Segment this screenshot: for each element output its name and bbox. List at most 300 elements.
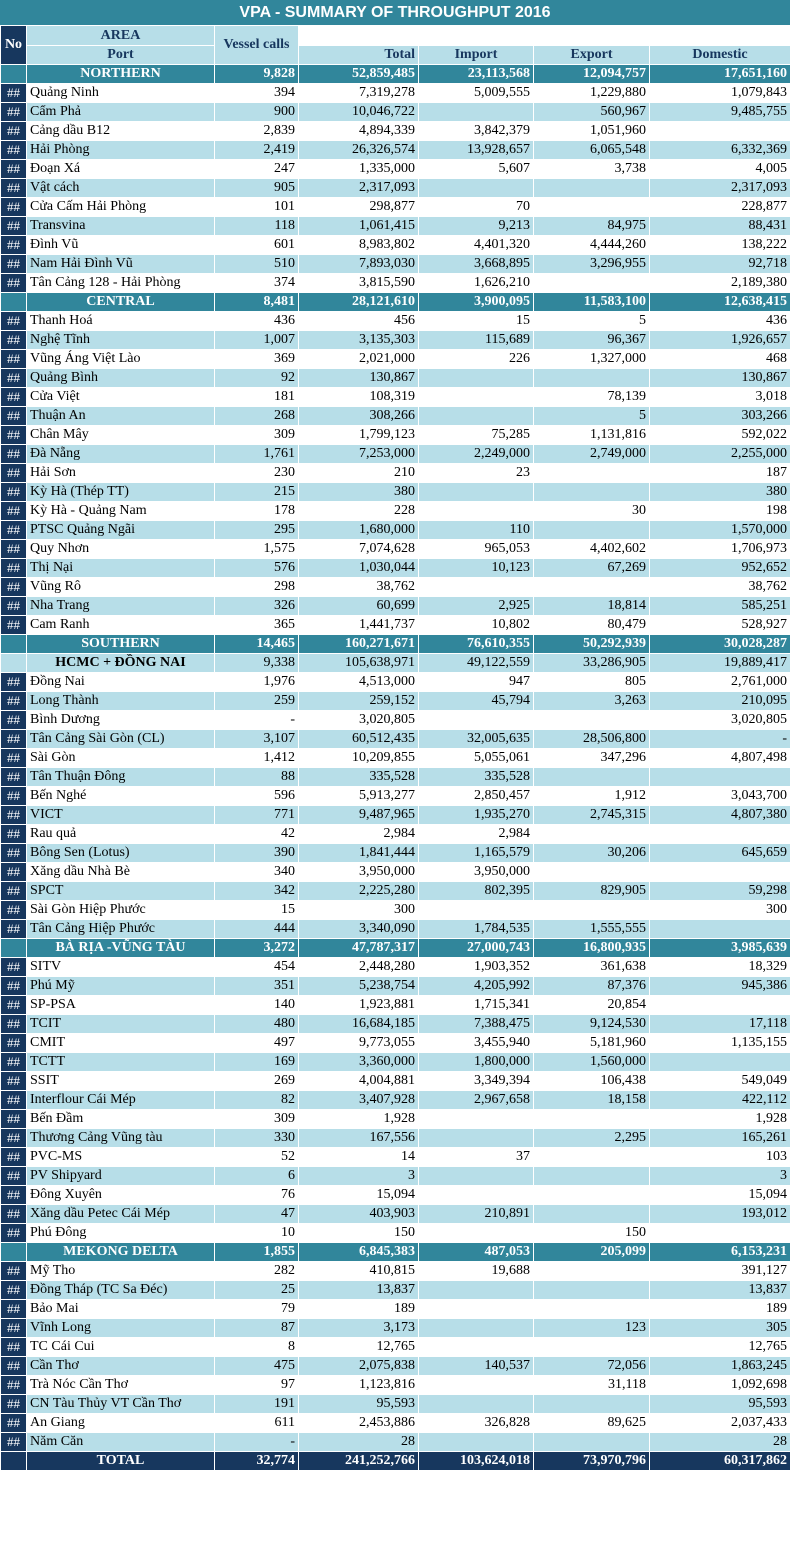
vessel-calls-cell: 79: [215, 1300, 299, 1319]
import-cell: 2,925: [419, 597, 534, 616]
vessel-calls-cell: 181: [215, 388, 299, 407]
port-name-cell: Vũng Rô: [27, 578, 215, 597]
port-name-cell: SITV: [27, 958, 215, 977]
domestic-cell: 391,127: [650, 1262, 790, 1281]
import-cell: [419, 179, 534, 198]
domestic-cell: [650, 768, 790, 787]
header-import: Import: [419, 46, 534, 65]
no-cell: ##: [1, 1338, 27, 1357]
vessel-calls-cell: 15: [215, 901, 299, 920]
total-cell: 298,877: [299, 198, 419, 217]
table-row: [1, 1110, 790, 1129]
port-name-cell: Thuận An: [27, 407, 215, 426]
export-cell: 18,814: [534, 597, 650, 616]
import-cell: 226: [419, 350, 534, 369]
no-cell: ##: [1, 217, 27, 236]
total-cell: 47,787,317: [299, 939, 419, 958]
export-cell: [534, 1186, 650, 1205]
vessel-calls-cell: 230: [215, 464, 299, 483]
table-row: [1, 1395, 790, 1414]
domestic-cell: 549,049: [650, 1072, 790, 1091]
import-cell: [419, 502, 534, 521]
region-row: [1, 293, 790, 312]
export-cell: 80,479: [534, 616, 650, 635]
header-area: AREA: [27, 26, 215, 46]
import-cell: 335,528: [419, 768, 534, 787]
domestic-cell: 1,570,000: [650, 521, 790, 540]
import-cell: 326,828: [419, 1414, 534, 1433]
export-cell: 2,295: [534, 1129, 650, 1148]
domestic-cell: 30,028,287: [650, 635, 790, 654]
domestic-cell: 6,153,231: [650, 1243, 790, 1262]
export-cell: [534, 901, 650, 920]
import-cell: [419, 1224, 534, 1243]
port-name-cell: Nha Trang: [27, 597, 215, 616]
export-cell: [534, 274, 650, 293]
total-cell: 4,513,000: [299, 673, 419, 692]
total-cell: 2,984: [299, 825, 419, 844]
table-row: [1, 597, 790, 616]
vessel-calls-cell: 369: [215, 350, 299, 369]
vessel-calls-cell: 326: [215, 597, 299, 616]
export-cell: 3,296,955: [534, 255, 650, 274]
import-cell: 947: [419, 673, 534, 692]
vessel-calls-cell: 9,828: [215, 65, 299, 84]
port-name-cell: Phú Đông: [27, 1224, 215, 1243]
import-cell: [419, 1167, 534, 1186]
domestic-cell: 528,927: [650, 616, 790, 635]
domestic-cell: 592,022: [650, 426, 790, 445]
no-cell: ##: [1, 331, 27, 350]
import-cell: 7,388,475: [419, 1015, 534, 1034]
import-cell: [419, 1395, 534, 1414]
total-cell: 4,004,881: [299, 1072, 419, 1091]
table-row: [1, 1300, 790, 1319]
import-cell: 76,610,355: [419, 635, 534, 654]
port-name-cell: SOUTHERN: [27, 635, 215, 654]
no-cell: ##: [1, 198, 27, 217]
port-name-cell: HCMC + ĐỒNG NAI: [27, 654, 215, 673]
no-cell: ##: [1, 901, 27, 920]
no-cell: ##: [1, 1224, 27, 1243]
export-cell: 18,158: [534, 1091, 650, 1110]
export-cell: 361,638: [534, 958, 650, 977]
no-cell: ##: [1, 882, 27, 901]
table-row: [1, 1281, 790, 1300]
port-name-cell: Sài Gòn Hiệp Phước: [27, 901, 215, 920]
import-cell: 110: [419, 521, 534, 540]
no-cell: ##: [1, 255, 27, 274]
no-cell: [1, 635, 27, 654]
domestic-cell: [650, 825, 790, 844]
vessel-calls-cell: 309: [215, 426, 299, 445]
table-row: [1, 996, 790, 1015]
no-cell: ##: [1, 312, 27, 331]
export-cell: 1,131,816: [534, 426, 650, 445]
total-cell: 28: [299, 1433, 419, 1452]
total-cell: 456: [299, 312, 419, 331]
total-cell: 8,983,802: [299, 236, 419, 255]
port-name-cell: Năm Căn: [27, 1433, 215, 1452]
vessel-calls-cell: 340: [215, 863, 299, 882]
port-name-cell: CENTRAL: [27, 293, 215, 312]
total-cell: 3,340,090: [299, 920, 419, 939]
domestic-cell: 1,706,973: [650, 540, 790, 559]
port-name-cell: CN Tàu Thủy VT Cần Thơ: [27, 1395, 215, 1414]
domestic-cell: 305: [650, 1319, 790, 1338]
total-cell: 105,638,971: [299, 654, 419, 673]
no-cell: [1, 293, 27, 312]
total-cell: 130,867: [299, 369, 419, 388]
domestic-cell: 4,005: [650, 160, 790, 179]
import-cell: 3,950,000: [419, 863, 534, 882]
domestic-cell: 210,095: [650, 692, 790, 711]
export-cell: [534, 1395, 650, 1414]
port-name-cell: Bến Nghé: [27, 787, 215, 806]
total-cell: 403,903: [299, 1205, 419, 1224]
export-cell: 28,506,800: [534, 730, 650, 749]
table-row: [1, 521, 790, 540]
domestic-cell: 380: [650, 483, 790, 502]
vessel-calls-cell: 295: [215, 521, 299, 540]
no-cell: ##: [1, 1053, 27, 1072]
region-row: [1, 65, 790, 84]
table-row: [1, 711, 790, 730]
no-cell: ##: [1, 730, 27, 749]
no-cell: ##: [1, 464, 27, 483]
no-cell: ##: [1, 958, 27, 977]
total-cell: 410,815: [299, 1262, 419, 1281]
no-cell: ##: [1, 825, 27, 844]
export-cell: 84,975: [534, 217, 650, 236]
export-cell: 67,269: [534, 559, 650, 578]
domestic-cell: 12,765: [650, 1338, 790, 1357]
port-name-cell: Đồng Tháp (TC Sa Đéc): [27, 1281, 215, 1300]
domestic-cell: 18,329: [650, 958, 790, 977]
port-name-cell: Tân Cảng Hiệp Phước: [27, 920, 215, 939]
domestic-cell: 4,807,380: [650, 806, 790, 825]
total-cell: 5,913,277: [299, 787, 419, 806]
import-cell: 487,053: [419, 1243, 534, 1262]
export-cell: [534, 369, 650, 388]
port-name-cell: Đông Xuyên: [27, 1186, 215, 1205]
table-body: [1, 65, 790, 1471]
export-cell: 9,124,530: [534, 1015, 650, 1034]
vessel-calls-cell: 475: [215, 1357, 299, 1376]
domestic-cell: [650, 122, 790, 141]
no-cell: ##: [1, 502, 27, 521]
vessel-calls-cell: 6: [215, 1167, 299, 1186]
port-name-cell: Chân Mây: [27, 426, 215, 445]
port-name-cell: VICT: [27, 806, 215, 825]
table-row: [1, 540, 790, 559]
export-cell: 31,118: [534, 1376, 650, 1395]
import-cell: 3,668,895: [419, 255, 534, 274]
table-row: [1, 1072, 790, 1091]
total-cell: 1,030,044: [299, 559, 419, 578]
total-cell: 5,238,754: [299, 977, 419, 996]
total-cell: 28,121,610: [299, 293, 419, 312]
total-cell: 15,094: [299, 1186, 419, 1205]
export-cell: [534, 711, 650, 730]
import-cell: 9,213: [419, 217, 534, 236]
export-cell: 1,327,000: [534, 350, 650, 369]
export-cell: [534, 483, 650, 502]
table-row: [1, 1148, 790, 1167]
export-cell: 20,854: [534, 996, 650, 1015]
table-row: [1, 1205, 790, 1224]
export-cell: [534, 768, 650, 787]
export-cell: 150: [534, 1224, 650, 1243]
vessel-calls-cell: 900: [215, 103, 299, 122]
domestic-cell: 468: [650, 350, 790, 369]
port-name-cell: Tân Cảng 128 - Hải Phòng: [27, 274, 215, 293]
table-row: [1, 977, 790, 996]
table-row: [1, 1034, 790, 1053]
port-name-cell: Kỳ Hà (Thép TT): [27, 483, 215, 502]
no-cell: ##: [1, 863, 27, 882]
total-cell: 1,123,816: [299, 1376, 419, 1395]
export-cell: 4,444,260: [534, 236, 650, 255]
table-row: [1, 407, 790, 426]
table-row: [1, 1433, 790, 1452]
port-name-cell: Quảng Ninh: [27, 84, 215, 103]
import-cell: [419, 1319, 534, 1338]
no-cell: ##: [1, 1262, 27, 1281]
port-name-cell: PV Shipyard: [27, 1167, 215, 1186]
vessel-calls-cell: 480: [215, 1015, 299, 1034]
table-row: [1, 1167, 790, 1186]
no-cell: ##: [1, 236, 27, 255]
total-cell: 1,923,881: [299, 996, 419, 1015]
no-cell: ##: [1, 483, 27, 502]
no-cell: ##: [1, 1300, 27, 1319]
total-cell: 3,815,590: [299, 274, 419, 293]
domestic-cell: 1,092,698: [650, 1376, 790, 1395]
table-row: [1, 84, 790, 103]
total-cell: 300: [299, 901, 419, 920]
table-row: [1, 768, 790, 787]
total-cell: 108,319: [299, 388, 419, 407]
port-name-cell: MEKONG DELTA: [27, 1243, 215, 1262]
vessel-calls-cell: 259: [215, 692, 299, 711]
domestic-cell: 198: [650, 502, 790, 521]
port-name-cell: Vĩnh Long: [27, 1319, 215, 1338]
export-cell: 12,094,757: [534, 65, 650, 84]
export-cell: 33,286,905: [534, 654, 650, 673]
import-cell: 32,005,635: [419, 730, 534, 749]
export-cell: 30,206: [534, 844, 650, 863]
no-cell: ##: [1, 407, 27, 426]
port-name-cell: Thương Cảng Vũng tàu: [27, 1129, 215, 1148]
export-cell: 1,051,960: [534, 122, 650, 141]
import-cell: [419, 901, 534, 920]
no-cell: ##: [1, 103, 27, 122]
table-row: [1, 274, 790, 293]
vessel-calls-cell: 351: [215, 977, 299, 996]
export-cell: 2,745,315: [534, 806, 650, 825]
import-cell: 1,165,579: [419, 844, 534, 863]
port-name-cell: Nghệ Tĩnh: [27, 331, 215, 350]
port-name-cell: Long Thành: [27, 692, 215, 711]
port-name-cell: Đoạn Xá: [27, 160, 215, 179]
import-cell: [419, 369, 534, 388]
total-cell: 160,271,671: [299, 635, 419, 654]
table-row: [1, 1091, 790, 1110]
no-cell: ##: [1, 1186, 27, 1205]
table-row: [1, 1186, 790, 1205]
port-name-cell: Bến Đầm: [27, 1110, 215, 1129]
export-cell: [534, 863, 650, 882]
import-cell: [419, 1129, 534, 1148]
vessel-calls-cell: 596: [215, 787, 299, 806]
domestic-cell: [650, 996, 790, 1015]
port-name-cell: Tân Thuận Đông: [27, 768, 215, 787]
import-cell: [419, 1110, 534, 1129]
import-cell: [419, 1281, 534, 1300]
total-cell: 241,252,766: [299, 1452, 419, 1471]
vessel-calls-cell: 215: [215, 483, 299, 502]
import-cell: 2,984: [419, 825, 534, 844]
domestic-cell: 165,261: [650, 1129, 790, 1148]
port-name-cell: Thanh Hoá: [27, 312, 215, 331]
total-cell: 26,326,574: [299, 141, 419, 160]
total-cell: 2,453,886: [299, 1414, 419, 1433]
import-cell: 1,626,210: [419, 274, 534, 293]
domestic-cell: 88,431: [650, 217, 790, 236]
table-row: [1, 1376, 790, 1395]
no-cell: ##: [1, 597, 27, 616]
export-cell: 106,438: [534, 1072, 650, 1091]
total-cell: 1,061,415: [299, 217, 419, 236]
total-cell: 2,317,093: [299, 179, 419, 198]
import-cell: 1,935,270: [419, 806, 534, 825]
export-cell: [534, 1205, 650, 1224]
import-cell: 10,802: [419, 616, 534, 635]
header-export: Export: [534, 46, 650, 65]
no-cell: [1, 939, 27, 958]
total-cell: 95,593: [299, 1395, 419, 1414]
domestic-cell: 436: [650, 312, 790, 331]
export-cell: 4,402,602: [534, 540, 650, 559]
table-row: [1, 179, 790, 198]
vessel-calls-cell: 330: [215, 1129, 299, 1148]
total-cell: 3: [299, 1167, 419, 1186]
import-cell: 13,928,657: [419, 141, 534, 160]
vessel-calls-cell: 8,481: [215, 293, 299, 312]
port-name-cell: Vật cách: [27, 179, 215, 198]
port-name-cell: Cần Thơ: [27, 1357, 215, 1376]
export-cell: [534, 1281, 650, 1300]
port-name-cell: SPCT: [27, 882, 215, 901]
import-cell: 3,455,940: [419, 1034, 534, 1053]
export-cell: 3,738: [534, 160, 650, 179]
export-cell: 5,181,960: [534, 1034, 650, 1053]
table-row: [1, 445, 790, 464]
port-name-cell: Quảng Bình: [27, 369, 215, 388]
port-name-cell: TC Cái Cui: [27, 1338, 215, 1357]
total-cell: 7,074,628: [299, 540, 419, 559]
total-cell: 10,046,722: [299, 103, 419, 122]
no-cell: ##: [1, 616, 27, 635]
vessel-calls-cell: 601: [215, 236, 299, 255]
no-cell: ##: [1, 844, 27, 863]
export-cell: 829,905: [534, 882, 650, 901]
no-cell: ##: [1, 920, 27, 939]
no-cell: ##: [1, 1395, 27, 1414]
table-row: [1, 483, 790, 502]
no-cell: [1, 1243, 27, 1262]
table-row: [1, 1015, 790, 1034]
domestic-cell: 3: [650, 1167, 790, 1186]
vessel-calls-cell: -: [215, 1433, 299, 1452]
total-cell: 9,773,055: [299, 1034, 419, 1053]
total-cell: 2,021,000: [299, 350, 419, 369]
port-name-cell: Đồng Nai: [27, 673, 215, 692]
total-cell: 2,225,280: [299, 882, 419, 901]
no-cell: ##: [1, 768, 27, 787]
vessel-calls-cell: 140: [215, 996, 299, 1015]
domestic-cell: 300: [650, 901, 790, 920]
total-cell: 380: [299, 483, 419, 502]
domestic-cell: 2,037,433: [650, 1414, 790, 1433]
total-cell: 7,319,278: [299, 84, 419, 103]
export-cell: [534, 825, 650, 844]
export-cell: 5: [534, 312, 650, 331]
port-name-cell: PTSC Quảng Ngãi: [27, 521, 215, 540]
no-cell: ##: [1, 274, 27, 293]
table-row: [1, 1262, 790, 1281]
no-cell: ##: [1, 540, 27, 559]
page-title: VPA - SUMMARY OF THROUGHPUT 2016: [0, 0, 790, 25]
port-name-cell: TCTT: [27, 1053, 215, 1072]
import-cell: 10,123: [419, 559, 534, 578]
total-cell: 13,837: [299, 1281, 419, 1300]
import-cell: [419, 483, 534, 502]
import-cell: 140,537: [419, 1357, 534, 1376]
vessel-calls-cell: 2,419: [215, 141, 299, 160]
no-cell: ##: [1, 1414, 27, 1433]
vessel-calls-cell: 342: [215, 882, 299, 901]
export-cell: 805: [534, 673, 650, 692]
no-cell: ##: [1, 1072, 27, 1091]
table-row: [1, 1319, 790, 1338]
vessel-calls-cell: 9,338: [215, 654, 299, 673]
total-cell: 189: [299, 1300, 419, 1319]
table-row: [1, 464, 790, 483]
table-row: [1, 749, 790, 768]
import-cell: 49,122,559: [419, 654, 534, 673]
import-cell: 115,689: [419, 331, 534, 350]
export-cell: 6,065,548: [534, 141, 650, 160]
domestic-cell: 15,094: [650, 1186, 790, 1205]
import-cell: 5,607: [419, 160, 534, 179]
table-row: [1, 217, 790, 236]
vessel-calls-cell: 268: [215, 407, 299, 426]
throughput-table: [0, 25, 790, 1471]
domestic-cell: 38,762: [650, 578, 790, 597]
port-name-cell: Cửa Việt: [27, 388, 215, 407]
domestic-cell: [650, 1224, 790, 1243]
port-name-cell: Quy Nhơn: [27, 540, 215, 559]
table-row: [1, 502, 790, 521]
no-cell: ##: [1, 996, 27, 1015]
vessel-calls-cell: 32,774: [215, 1452, 299, 1471]
export-cell: [534, 1167, 650, 1186]
table-row: [1, 825, 790, 844]
import-cell: 37: [419, 1148, 534, 1167]
total-cell: 4,894,339: [299, 122, 419, 141]
